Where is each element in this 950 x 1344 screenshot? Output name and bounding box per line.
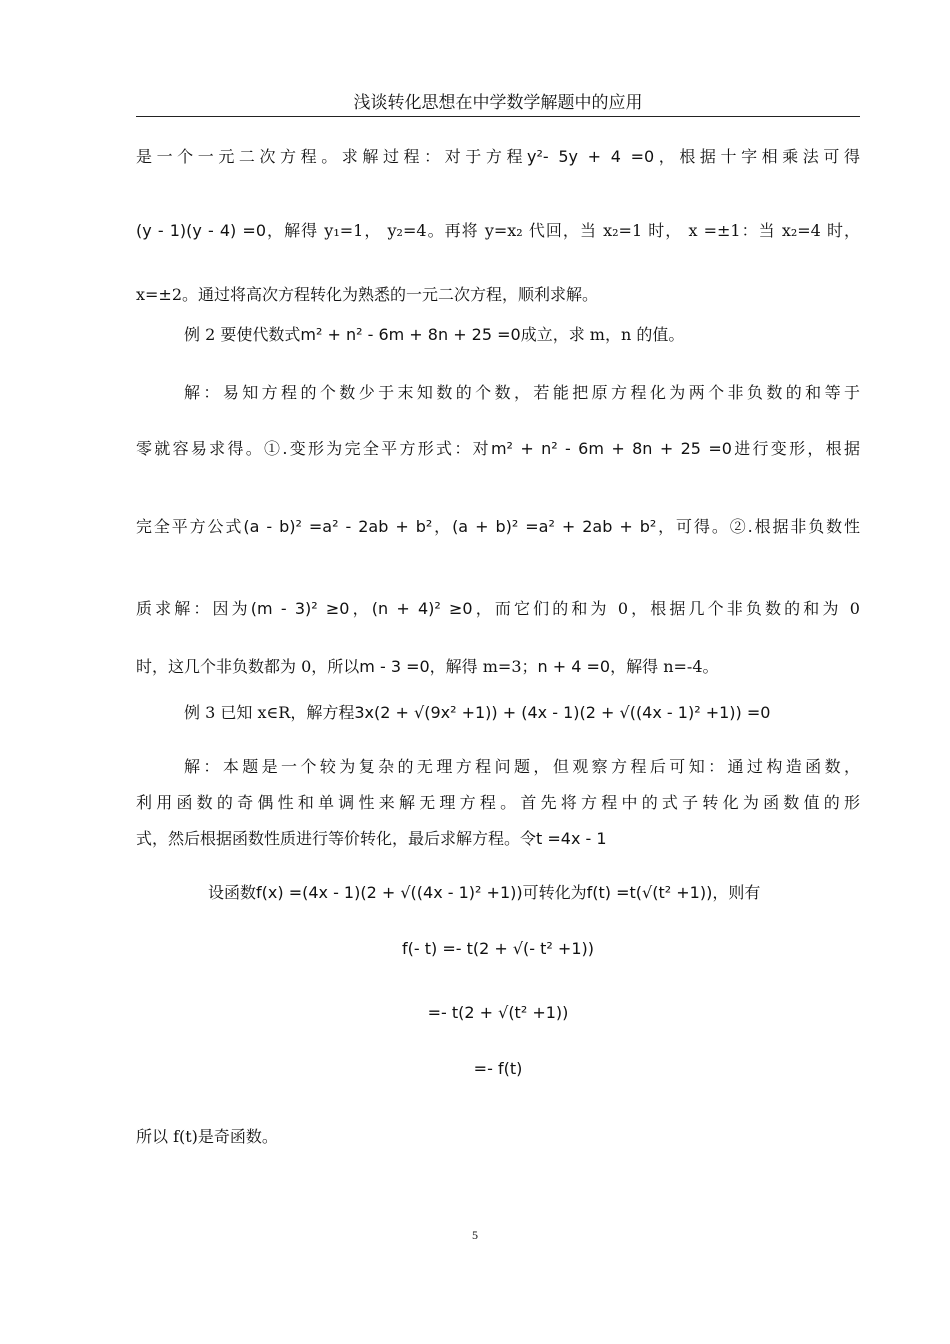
text-span: 可转化为	[522, 883, 587, 902]
formula-square-minus: (a - b)² =a² - 2ab + b²	[243, 517, 433, 536]
text-span: ，而它们的和为 0，根据几个非负数的和为 0	[472, 599, 860, 618]
paragraph-line-3: x=±2。通过将高次方程转化为熟悉的一元二次方程，顺利求解。	[136, 285, 599, 304]
derivation-step-1	[136, 936, 860, 962]
text-span: 成立，求 m，n 的值。	[520, 325, 685, 344]
text-span: 例 3 已知 x∈R，解方程	[184, 703, 355, 722]
text-span: ，则有	[712, 883, 761, 902]
text-span: 例 2 要使代数式	[184, 325, 301, 344]
solution-line-2	[136, 436, 860, 462]
page-number: 5	[472, 1228, 478, 1242]
equation-m: m - 3 =0	[359, 657, 430, 676]
function-definition-line	[208, 880, 860, 906]
equation-example-2: m² + n² - 6m + 8n + 25 =0	[300, 325, 521, 344]
solution-3-line-3	[136, 826, 860, 852]
equation-f-neg-t: f(- t) =- t(2 + √(- t² +1))	[401, 939, 594, 958]
derivation-step-3	[136, 1056, 860, 1082]
text-span: 式，然后根据函数性质进行等价转化，最后求解方程。令	[136, 829, 537, 848]
derivation-step-2	[136, 1000, 860, 1026]
text-span: 进行变形，根据	[731, 439, 860, 458]
text-span: 是一个一元二次方程。求解过程：对于方程	[136, 147, 528, 166]
solution-line-3	[136, 514, 860, 540]
text-span: 设函数	[208, 883, 257, 902]
paragraph-line-1	[136, 144, 860, 170]
text-span: 完全平方公式	[136, 517, 244, 536]
conclusion-line: 所以 f(t)是奇函数。	[136, 1127, 278, 1146]
example-2-line	[184, 322, 860, 348]
equation-y2-5y4: y²- 5y + 4 =0	[527, 147, 655, 166]
solution-line-5	[136, 654, 860, 680]
equation-n: n + 4 =0	[537, 657, 611, 676]
solution-line-4	[136, 596, 860, 622]
text-span: ，解得 m=3；	[429, 657, 538, 676]
function-f-t: f(t) =t(√(t² +1))	[586, 883, 713, 902]
header-rule	[136, 116, 860, 117]
example-3-line	[184, 700, 860, 726]
running-header: 浅谈转化思想在中学数学解题中的应用	[353, 93, 643, 113]
equation-step-2: =- t(2 + √(t² +1))	[427, 1003, 569, 1022]
function-f-x: f(x) =(4x - 1)(2 + √((4x - 1)² +1))	[256, 883, 523, 902]
equation-factored: (y - 1)(y - 4) =0	[136, 221, 267, 240]
solution-line-1: 解：易知方程的个数少于末知数的个数，若能把原方程化为两个非负数的和等于	[184, 383, 860, 402]
formula-square-plus: (a + b)² =a² + 2ab + b²	[452, 517, 657, 536]
substitution-t: t =4x - 1	[536, 829, 607, 848]
solution-3-line-2: 利用函数的奇偶性和单调性来解无理方程。首先将方程中的式子转化为函数值的形	[136, 793, 860, 812]
text-span: 零就容易求得。①.变形为完全平方形式：对	[136, 439, 491, 458]
inequality-m: (m - 3)² ≥0	[250, 599, 350, 618]
text-span: ，根据十字相乘法可得	[654, 147, 860, 166]
text-span: ，解得 y₁=1， y₂=4。再将 y=x₂ 代回，当 x₂=1 时， x =±1：当 x₂=4 时，	[266, 221, 860, 240]
text-span: 时，这几个非负数都为 0，所以	[136, 657, 360, 676]
text-span: 质求解：因为	[136, 599, 251, 618]
text-span: ，	[432, 517, 453, 536]
text-span: ，	[349, 599, 372, 618]
inequality-n: (n + 4)² ≥0	[371, 599, 473, 618]
solution-3-line-1: 解：本题是一个较为复杂的无理方程问题，但观察方程后可知：通过构造函数，	[184, 757, 860, 776]
equation-example-3: 3x(2 + √(9x² +1)) + (4x - 1)(2 + √((4x - 1)² +1)) =0	[354, 703, 771, 722]
equation-transform: m² + n² - 6m + 8n + 25 =0	[490, 439, 732, 458]
text-span: ，可得。②.根据非负数性	[656, 517, 860, 536]
paragraph-line-2	[136, 218, 860, 244]
equation-step-3: =- f(t)	[473, 1059, 523, 1078]
text-span: ，解得 n=-4。	[610, 657, 719, 676]
